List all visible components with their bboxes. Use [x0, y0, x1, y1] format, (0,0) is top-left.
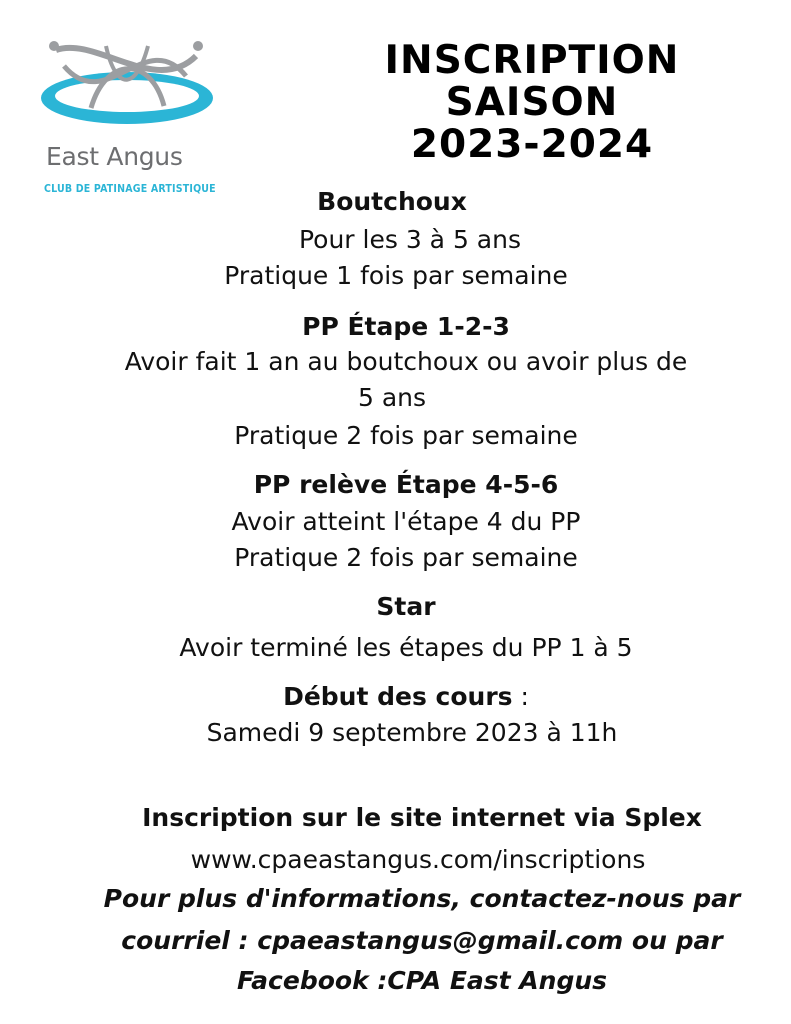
title-line-2: SAISON	[445, 80, 619, 125]
section-heading-star: Star	[376, 592, 436, 621]
section-heading-pp-releve: PP relève Étape 4-5-6	[253, 470, 559, 499]
start-date: Samedi 9 septembre 2023 à 11h	[206, 718, 618, 747]
section-heading-boutchoux: Boutchoux	[317, 187, 467, 216]
section-line: Pratique 2 fois par semaine	[234, 543, 578, 572]
club-name: East Angus	[46, 142, 183, 171]
club-logo	[36, 36, 218, 206]
title-line-1: INSCRIPTION	[384, 38, 680, 83]
section-line: Avoir terminé les étapes du PP 1 à 5	[179, 633, 633, 662]
section-line: Avoir fait 1 an au boutchoux ou avoir plus de	[124, 347, 688, 376]
start-label-row	[56, 682, 756, 712]
contact-line-3: Facebook :CPA East Angus	[236, 966, 608, 995]
start-label: Début des cours	[283, 682, 513, 711]
section-line: Pratique 1 fois par semaine	[224, 261, 568, 290]
contact-line-1: Pour plus d'informations, contactez-nous par	[103, 884, 741, 913]
registration-heading: Inscription sur le site internet via Splex	[142, 803, 702, 832]
section-line: 5 ans	[357, 383, 427, 412]
section-heading-pp-1-2-3: PP Étape 1-2-3	[302, 312, 510, 341]
registration-url[interactable]: www.cpaeastangus.com/inscriptions	[190, 845, 646, 874]
section-line: Avoir atteint l'étape 4 du PP	[231, 507, 581, 536]
title-line-3: 2023-2024	[410, 122, 654, 167]
section-line: Pour les 3 à 5 ans	[298, 225, 521, 254]
skater-swirl-icon	[36, 36, 218, 146]
start-label-suffix: :	[512, 682, 529, 711]
section-line: Pratique 2 fois par semaine	[234, 421, 578, 450]
contact-line-2: courriel : cpaeastangus@gmail.com ou par	[121, 926, 723, 955]
club-subtitle: CLUB DE PATINAGE ARTISTIQUE	[44, 183, 216, 195]
